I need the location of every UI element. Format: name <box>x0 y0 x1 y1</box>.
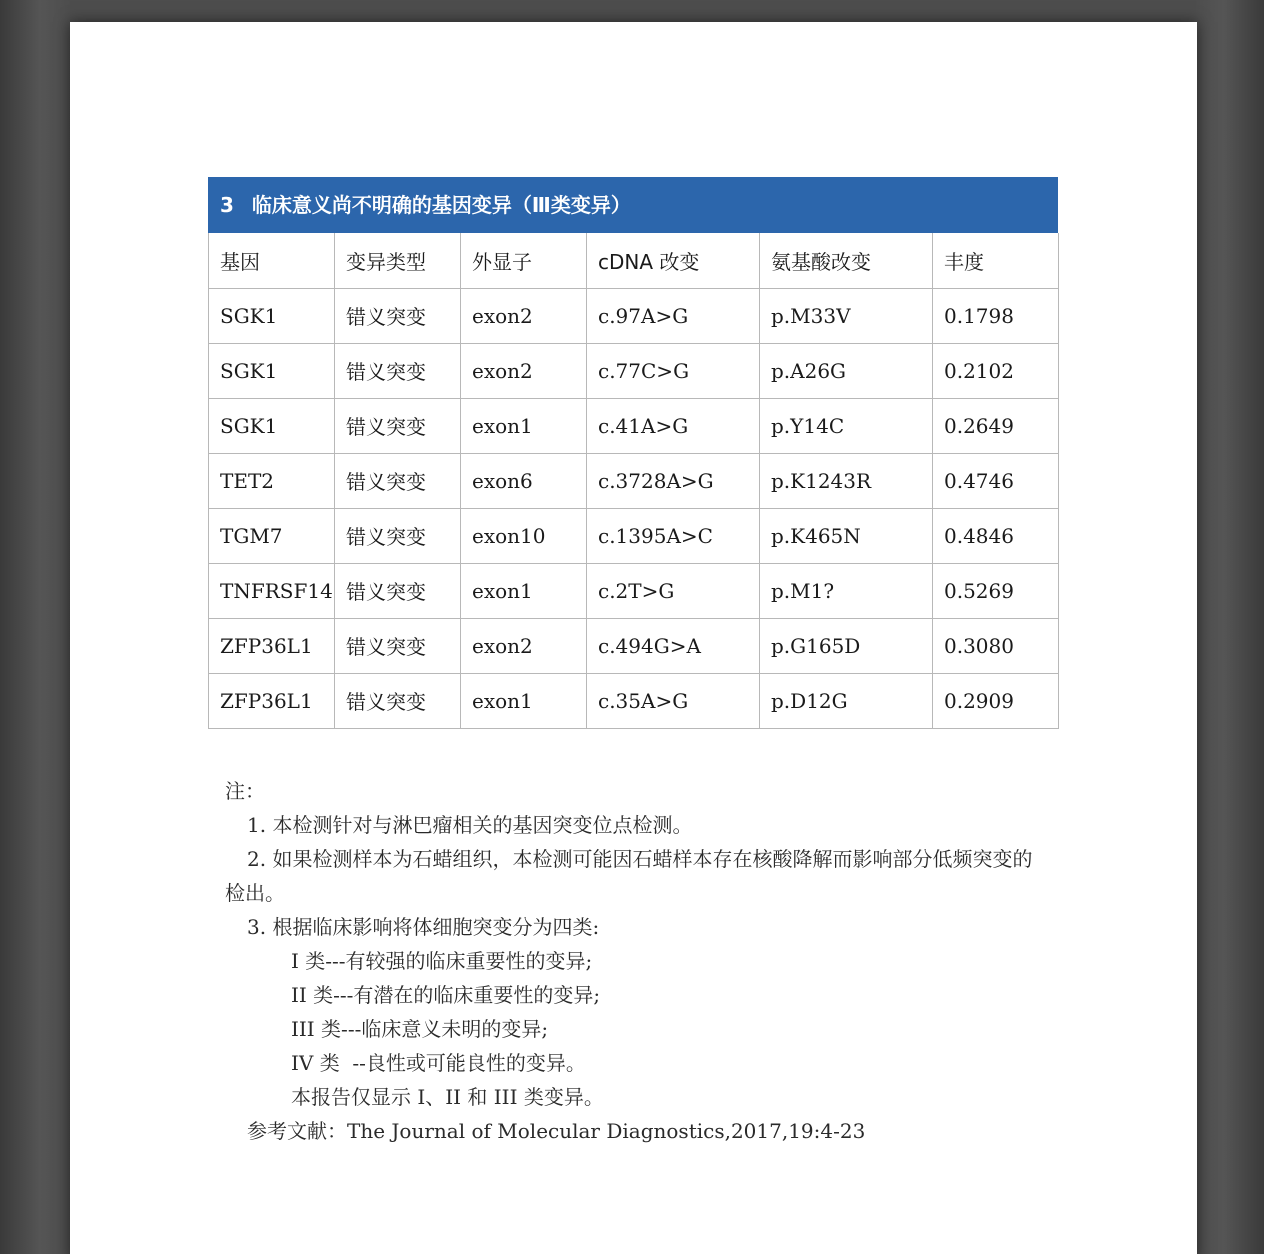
cell-amino-acid-change: p.M1? <box>760 563 933 618</box>
cell-variant-type: 错义突变 <box>335 563 461 618</box>
table-row <box>209 508 1059 563</box>
cell-gene: TNFRSF14 <box>209 563 335 618</box>
cell-cdna-change: c.77C>G <box>587 343 760 398</box>
notes-section <box>225 774 1045 1148</box>
cell-abundance: 0.2649 <box>933 398 1059 453</box>
section-number: 3 <box>220 193 234 217</box>
cell-exon: exon1 <box>461 673 587 728</box>
table-row <box>209 398 1059 453</box>
cell-variant-type: 错义突变 <box>335 673 461 728</box>
cell-gene: ZFP36L1 <box>209 673 335 728</box>
header-variant-type: 变异类型 <box>335 233 461 288</box>
cell-exon: exon1 <box>461 398 587 453</box>
cell-abundance: 0.4746 <box>933 453 1059 508</box>
cell-gene: SGK1 <box>209 343 335 398</box>
cell-cdna-change: c.2T>G <box>587 563 760 618</box>
variant-table-section <box>208 177 1058 729</box>
cell-gene: TET2 <box>209 453 335 508</box>
table-header-row <box>209 233 1059 288</box>
cell-exon: exon1 <box>461 563 587 618</box>
table-row <box>209 563 1059 618</box>
cell-cdna-change: c.41A>G <box>587 398 760 453</box>
cell-variant-type: 错义突变 <box>335 508 461 563</box>
cell-exon: exon6 <box>461 453 587 508</box>
cell-abundance: 0.2102 <box>933 343 1059 398</box>
table-row <box>209 453 1059 508</box>
note-class-4: IV 类 --良性或可能良性的变异。 <box>291 1051 586 1075</box>
cell-abundance: 0.3080 <box>933 618 1059 673</box>
cell-variant-type: 错义突变 <box>335 288 461 343</box>
cell-amino-acid-change: p.K1243R <box>760 453 933 508</box>
table-row <box>209 673 1059 728</box>
cell-gene: SGK1 <box>209 398 335 453</box>
table-title-bar <box>208 177 1058 233</box>
note-item-2: 2. 如果检测样本为石蜡组织，本检测可能因石蜡样本存在核酸降解而影响部分低频突变的检出。 <box>225 847 1033 905</box>
cell-abundance: 0.2909 <box>933 673 1059 728</box>
cell-variant-type: 错义突变 <box>335 398 461 453</box>
header-amino-acid-change: 氨基酸改变 <box>760 233 933 288</box>
cell-gene: ZFP36L1 <box>209 618 335 673</box>
note-reference: 参考文献：The Journal of Molecular Diagnostics,2017,19:4-23 <box>247 1119 866 1143</box>
table-row <box>209 618 1059 673</box>
table-row <box>209 288 1059 343</box>
cell-amino-acid-change: p.A26G <box>760 343 933 398</box>
cell-cdna-change: c.1395A>C <box>587 508 760 563</box>
cell-amino-acid-change: p.G165D <box>760 618 933 673</box>
cell-variant-type: 错义突变 <box>335 453 461 508</box>
cell-exon: exon2 <box>461 343 587 398</box>
note-class-2: II 类---有潜在的临床重要性的变异; <box>291 983 601 1007</box>
cell-amino-acid-change: p.K465N <box>760 508 933 563</box>
cell-abundance: 0.5269 <box>933 563 1059 618</box>
header-cdna-change: cDNA 改变 <box>587 233 760 288</box>
header-gene: 基因 <box>209 233 335 288</box>
cell-abundance: 0.4846 <box>933 508 1059 563</box>
header-exon: 外显子 <box>461 233 587 288</box>
notes-heading: 注： <box>225 779 265 803</box>
cell-amino-acid-change: p.M33V <box>760 288 933 343</box>
cell-cdna-change: c.494G>A <box>587 618 760 673</box>
cell-cdna-change: c.3728A>G <box>587 453 760 508</box>
cell-variant-type: 错义突变 <box>335 618 461 673</box>
cell-abundance: 0.1798 <box>933 288 1059 343</box>
cell-exon: exon2 <box>461 288 587 343</box>
cell-cdna-change: c.35A>G <box>587 673 760 728</box>
cell-exon: exon10 <box>461 508 587 563</box>
cell-amino-acid-change: p.Y14C <box>760 398 933 453</box>
cell-exon: exon2 <box>461 618 587 673</box>
note-class-1: I 类---有较强的临床重要性的变异; <box>291 949 593 973</box>
note-class-3: III 类---临床意义未明的变异; <box>291 1017 549 1041</box>
cell-amino-acid-change: p.D12G <box>760 673 933 728</box>
cell-gene: SGK1 <box>209 288 335 343</box>
document-page <box>70 22 1197 1254</box>
cell-variant-type: 错义突变 <box>335 343 461 398</box>
table-row <box>209 343 1059 398</box>
note-summary: 本报告仅显示 I、II 和 III 类变异。 <box>291 1085 604 1109</box>
variant-table <box>208 233 1059 729</box>
note-item-3: 3. 根据临床影响将体细胞突变分为四类: <box>247 915 600 939</box>
section-title: 临床意义尚不明确的基因变异（Ⅲ类变异） <box>251 193 631 217</box>
cell-cdna-change: c.97A>G <box>587 288 760 343</box>
note-item-1: 1. 本检测针对与淋巴瘤相关的基因突变位点检测。 <box>247 813 693 837</box>
cell-gene: TGM7 <box>209 508 335 563</box>
header-abundance: 丰度 <box>933 233 1059 288</box>
